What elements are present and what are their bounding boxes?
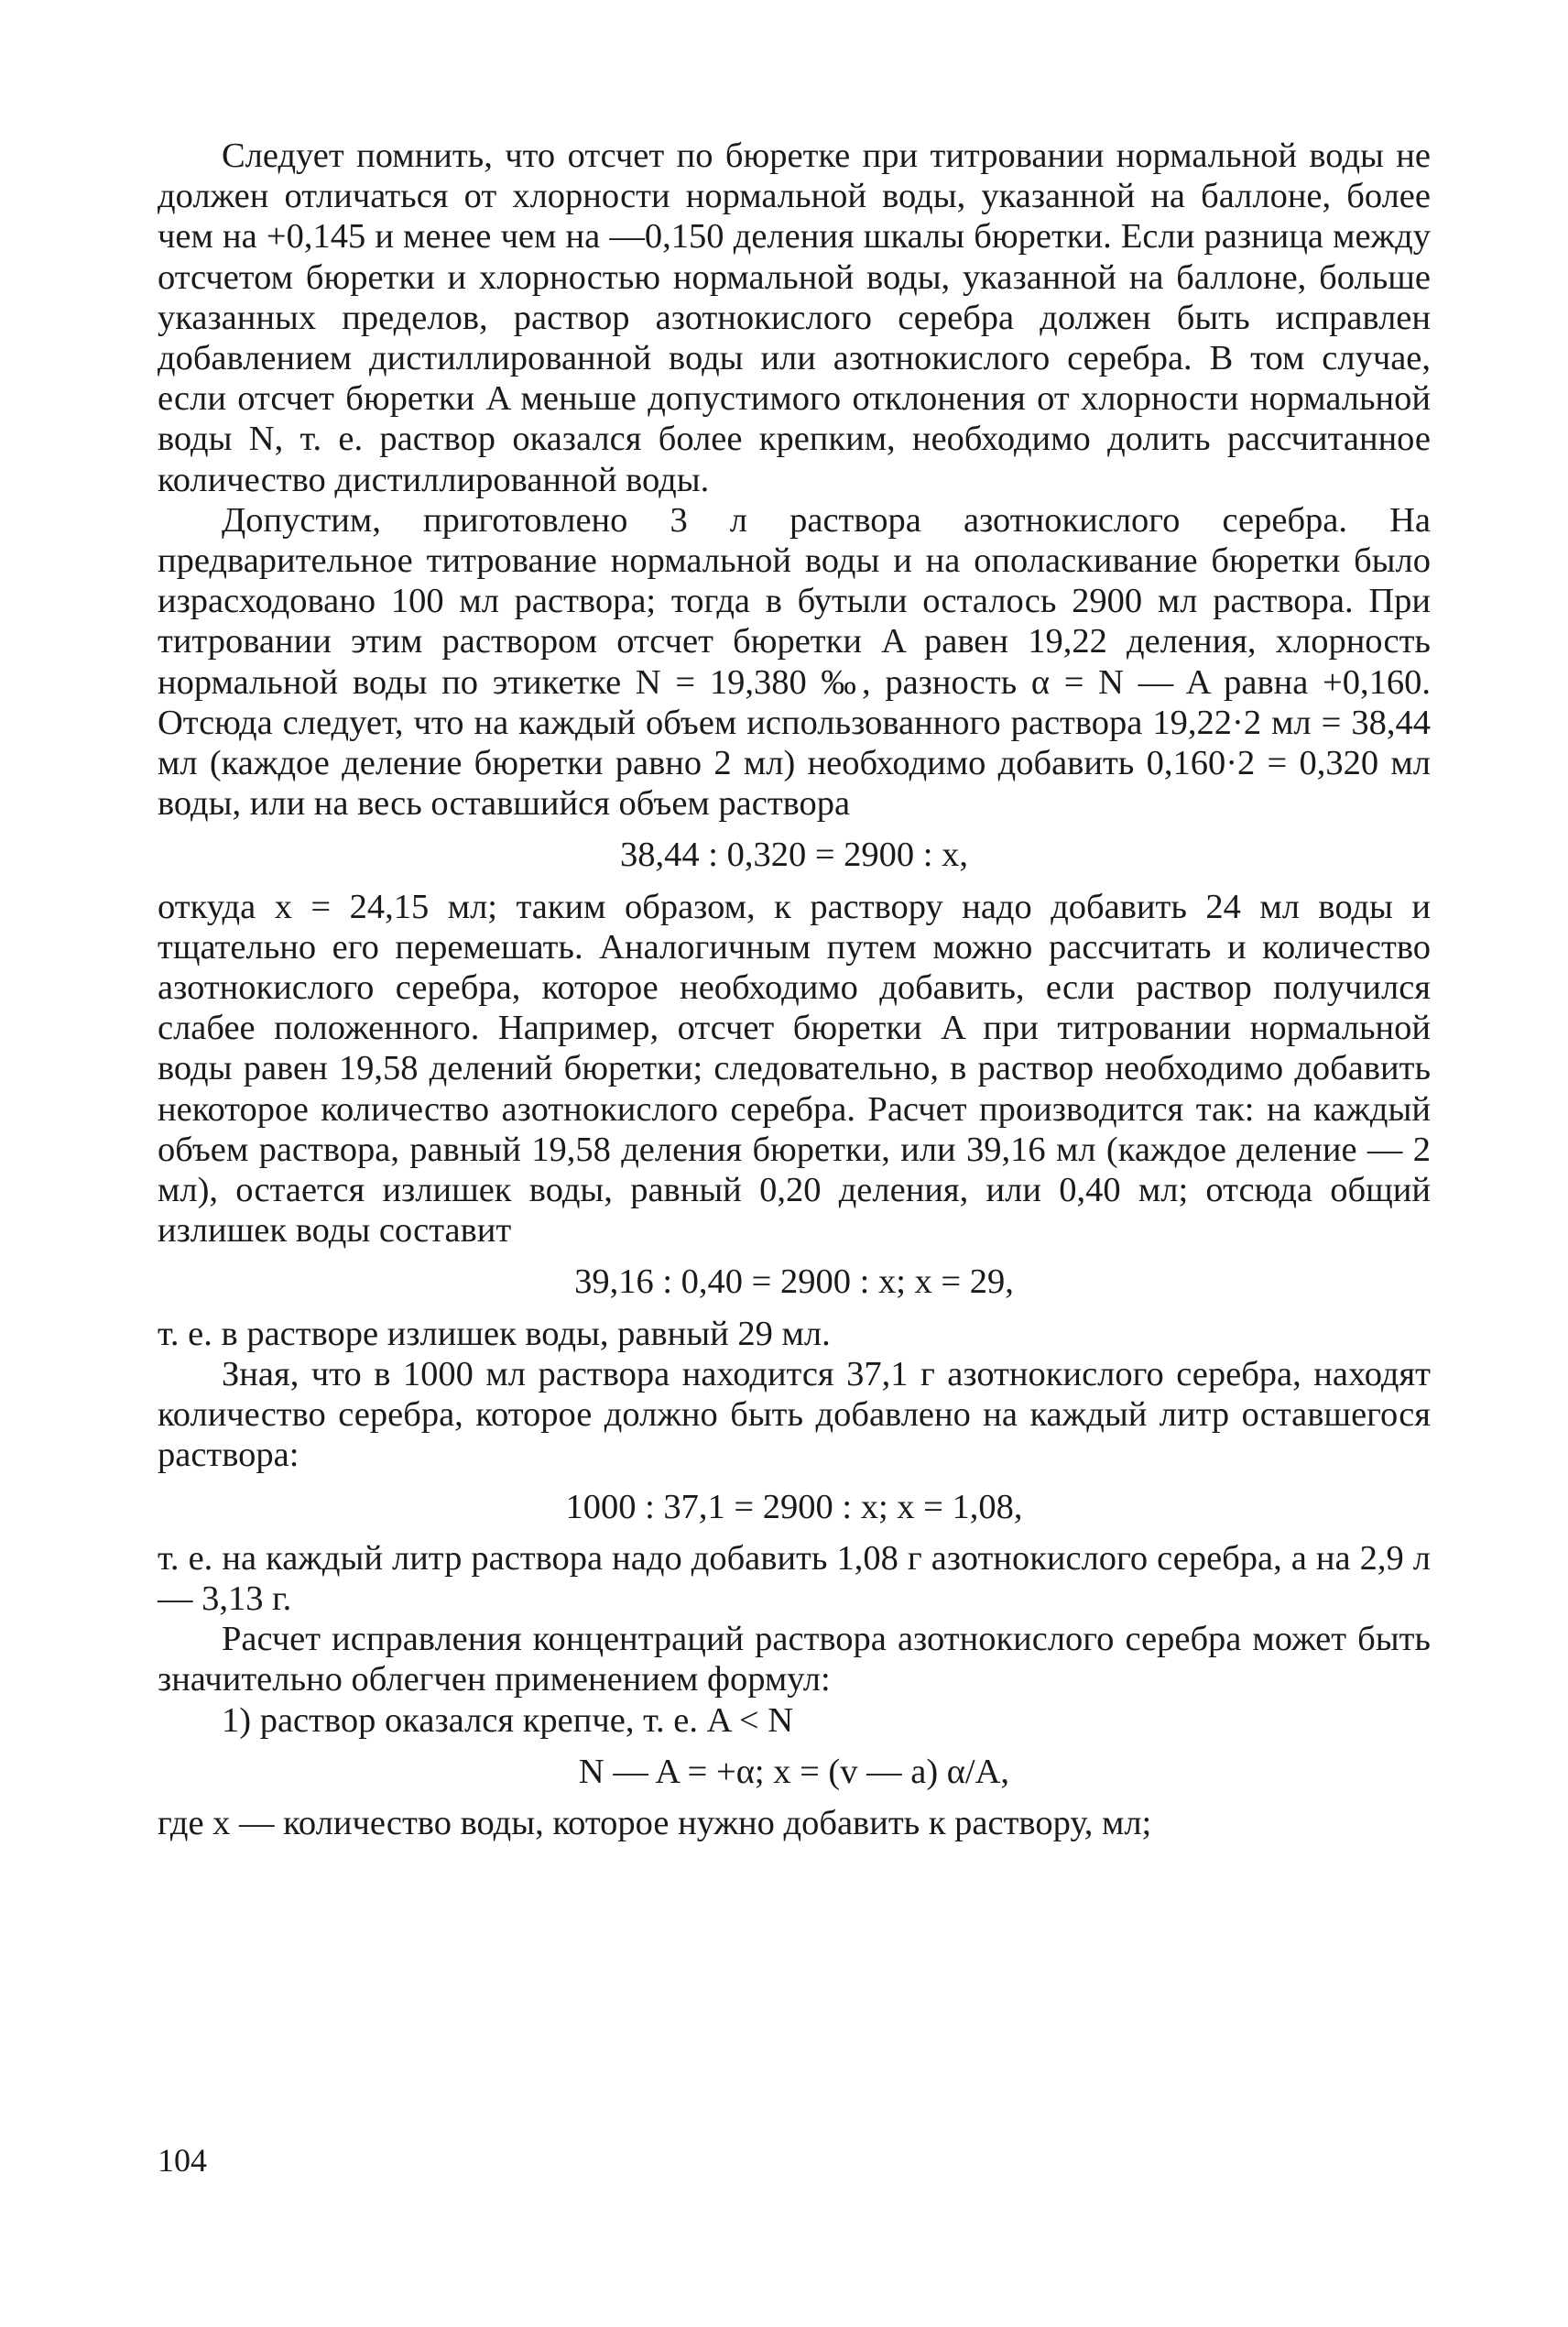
paragraph-5: Зная, что в 1000 мл раствора находится 37,1 г азотнокислого серебра, находят количество серебра, которое должно быть добавлено на каждый литр оставшегося раствора: <box>158 1354 1431 1475</box>
page-body <box>158 136 1431 1843</box>
paragraph-3: откуда x = 24,15 мл; таким образом, к раствору надо добавить 24 мл воды и тщательно его перемешать. Аналогичным путем можно рассчитать и количество азотнокислого серебра, которое необходимо добавить, если раствор получился слабее положенного. Например, отсчет бюретки A при титровании нормальной воды равен 19,58 делений бюретки; следовательно, в раствор необходимо добавить некоторое количество азотнокислого серебра. Расчет производится так: на каждый объем раствора, равный 19,58 деления бюретки, или 39,16 мл (каждое деление — 2 мл), остается излишек воды, равный 0,20 деления, или 0,40 мл; отсюда общий излишек воды составит <box>158 887 1431 1251</box>
page-number: 104 <box>158 2142 207 2179</box>
paragraph-6: т. е. на каждый литр раствора надо добавить 1,08 г азотнокислого серебра, а на 2,9 л — 3,13 г. <box>158 1538 1431 1618</box>
paragraph-1: Следует помнить, что отсчет по бюретке при титровании нормальной воды не должен отличаться от хлорности нормальной воды, указанной на баллоне, более чем на +0,145 и менее чем на —0,150 деления шкалы бюретки. Если разница между отсчетом бюретки и хлорностью нормальной воды, указанной на баллоне, больше указанных пределов, раствор азотнокислого серебра должен быть исправлен добавлением дистиллированной воды или азотнокислого серебра. В том случае, если отсчет бюретки A меньше допустимого отклонения от хлорности нормальной воды N, т. е. раствор оказался более крепким, необходимо долить рассчитанное количество дистиллированной воды. <box>158 137 1431 499</box>
paragraph-7: Расчет исправления концентраций раствора азотнокислого серебра может быть значительно облегчен применением формул: <box>158 1620 1431 1699</box>
formula-4: N — A = +α; x = (v — a) α/A, <box>578 1752 1010 1791</box>
paragraph-9: где x — количество воды, которое нужно добавить к раствору, мл; <box>158 1803 1152 1842</box>
formula-1: 38,44 : 0,320 = 2900 : x, <box>620 836 968 875</box>
paragraph-8: 1) раствор оказался крепче, т. е. A < N <box>222 1700 794 1740</box>
formula-2: 39,16 : 0,40 = 2900 : x; x = 29, <box>574 1262 1014 1302</box>
paragraph-2: Допустим, приготовлено 3 л раствора азотнокислого серебра. На предварительное титрование нормальной воды и на ополаскивание бюретки было израсходовано 100 мл раствора; тогда в бутыли осталось 2900 мл раствора. При титровании этим раствором отсчет бюретки A равен 19,22 деления, хлорность нормальной воды по этикетке N = 19,380 ‰, разность α = N — A равна +0,160. Отсюда следует, что на каждый объем использованного раствора 19,22·2 мл = 38,44 мл (каждое деление бюретки равно 2 мл) необходимо добавить 0,160·2 = 0,320 мл воды, или на весь оставшийся объем раствора <box>158 500 1431 824</box>
paragraph-4: т. е. в растворе излишек воды, равный 29 мл. <box>158 1314 831 1353</box>
formula-3: 1000 : 37,1 = 2900 : x; x = 1,08, <box>565 1487 1023 1526</box>
